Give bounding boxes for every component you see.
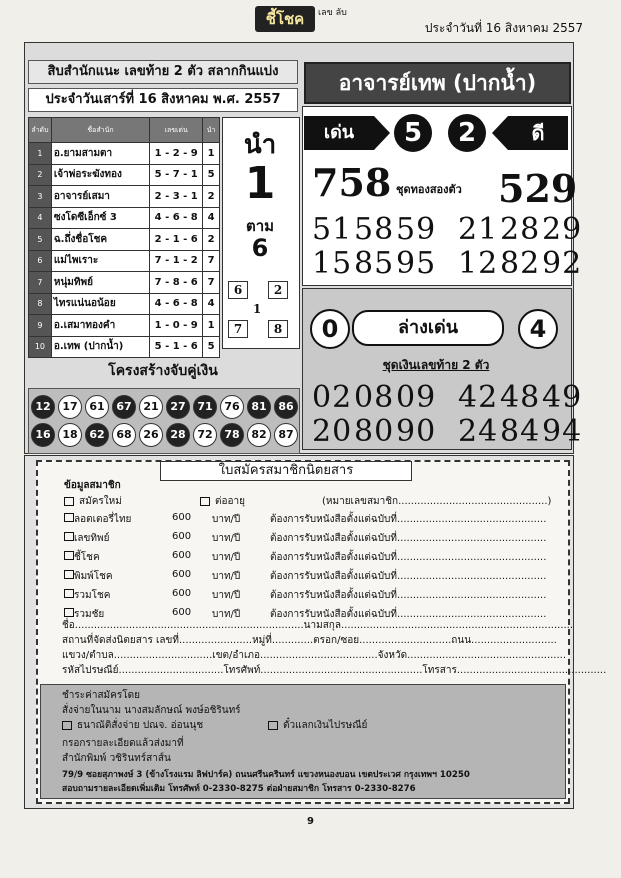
table-row	[29, 315, 220, 337]
subscription-row[interactable]	[64, 531, 564, 545]
pair-ball: 76	[220, 395, 244, 419]
pair-ball: 71	[193, 395, 217, 419]
table-header	[29, 118, 220, 143]
magazine-name: เลขทิพย์	[74, 533, 110, 544]
renew-label: ต่ออายุ	[215, 496, 245, 507]
magazine-name: รวมชัย	[74, 609, 105, 620]
row-number: 7	[29, 272, 52, 294]
school-digits: 5 - 1 - 6	[150, 336, 203, 358]
pair-number: 20	[312, 414, 353, 449]
school-lead: 2	[203, 229, 220, 251]
checkbox-icon[interactable]	[64, 608, 74, 617]
school-name: อ.ยามสามตา	[51, 143, 149, 165]
grid-cell: 7	[228, 320, 248, 338]
row-number: 1	[29, 143, 52, 165]
pair-ball: 18	[58, 423, 82, 447]
school-lead: 1	[203, 143, 220, 165]
row-number: 3	[29, 186, 52, 208]
price: 600	[172, 512, 192, 523]
pair-ball: 16	[31, 423, 55, 447]
row-number: 8	[29, 293, 52, 315]
school-lead: 7	[203, 250, 220, 272]
price: 600	[172, 588, 192, 599]
ten-schools-title: สิบสำนักแนะ เลขท้าย 2 ตัว สลากกินแบ่ง	[28, 60, 298, 84]
table-row	[29, 164, 220, 186]
price-unit: บาท/ปี	[212, 552, 241, 563]
price-unit: บาท/ปี	[212, 571, 241, 582]
school-name: หนุ่มทิพย์	[51, 272, 149, 294]
checkbox-icon[interactable]	[64, 513, 74, 522]
pair-ball: 12	[31, 395, 55, 419]
pair-number: 48	[500, 380, 541, 415]
start-issue-field[interactable]: ต้องการรับหนังสือตั้งแต่ฉบับที่...............................................	[270, 571, 547, 582]
row-number: 10	[29, 336, 52, 358]
pay-option-label: ธนาณัติสั่งจ่าย ปณจ. อ่อนนุช	[77, 720, 204, 731]
school-digits: 5 - 7 - 1	[150, 164, 203, 186]
header-date: ประจำวันที่ 16 สิงหาคม 2557	[424, 21, 583, 35]
magazine-logo: ชี้โชค	[255, 6, 315, 32]
pair-number: 51	[312, 212, 353, 247]
member-info-label: ข้อมูลสมาชิก	[64, 480, 121, 491]
office-address: 79/9 ซอยสุภาพงษ์ 3 (ข้างโรงแรม ลิฟปาร์ค) ถนนศรีนครินทร์ แขวงหนองบอน เขตประเวศ กรุงเทพฯ 10250	[62, 770, 470, 780]
send-line: กรอกรายละเอียดแล้วส่งมาที่	[62, 738, 184, 749]
school-name: ซงโดซีเอ็กซ์ 3	[51, 207, 149, 229]
postal-field[interactable]: รหัสไปรษณีย์.................................โทรศัพท์...................................................โทรสาร...............................................	[62, 665, 607, 676]
pair-number: 42	[458, 380, 499, 415]
checkbox-icon[interactable]	[62, 721, 72, 730]
table-row	[29, 336, 220, 358]
school-lead: 4	[203, 207, 220, 229]
play-right-label: ดี	[508, 116, 568, 150]
pair-ball: 81	[247, 395, 271, 419]
table-row	[29, 250, 220, 272]
table-row	[29, 143, 220, 165]
school-digits: 2 - 1 - 6	[150, 229, 203, 251]
play-row	[304, 112, 568, 154]
office-name: สำนักพิมพ์ วชิรินทร์สาส์น	[62, 753, 171, 764]
page-number: 9	[307, 816, 314, 827]
table-row	[29, 229, 220, 251]
row-number: 6	[29, 250, 52, 272]
start-issue-field[interactable]: ต้องการรับหนังสือตั้งแต่ฉบับที่...............................................	[270, 533, 547, 544]
pay-option-label: ตั๋วแลกเงินไปรษณีย์	[283, 720, 368, 731]
col-digits: เลขเด่น	[150, 118, 203, 143]
price: 600	[172, 531, 192, 542]
school-digits: 4 - 6 - 8	[150, 293, 203, 315]
renew-option[interactable]	[200, 494, 245, 509]
payment-title: ชำระค่าสมัครโดย	[62, 690, 140, 701]
col-no: ลำดับ	[29, 118, 52, 143]
pair-number: 84	[500, 414, 541, 449]
bottom-right-digit: 4	[518, 309, 558, 349]
table-row	[29, 186, 220, 208]
pair-number: 28	[500, 212, 541, 247]
price-unit: บาท/ปี	[212, 590, 241, 601]
three-digit-right: 529	[498, 166, 578, 211]
pair-ball: 82	[247, 423, 271, 447]
school-lead: 4	[203, 293, 220, 315]
school-digits: 4 - 6 - 8	[150, 207, 203, 229]
school-digits: 2 - 3 - 1	[150, 186, 203, 208]
checkbox-icon[interactable]	[64, 570, 74, 579]
col-lead: นำ	[203, 118, 220, 143]
pair-number: 49	[542, 380, 583, 415]
pair-number: 95	[396, 246, 437, 281]
bottom-left-digit: 0	[310, 309, 350, 349]
school-lead: 5	[203, 336, 220, 358]
price-unit: บาท/ปี	[212, 514, 241, 525]
magazine-name: ชี้โชค	[74, 552, 100, 563]
follow-label: ตาม	[245, 217, 275, 235]
draw-date: ประจำวันเสาร์ที่ 16 สิงหาคม พ.ศ. 2557	[28, 88, 298, 112]
start-issue-field[interactable]: ต้องการรับหนังสือตั้งแต่ฉบับที่...............................................	[270, 552, 547, 563]
bottom-set-label: ชุดเงินเลขท้าย 2 ตัว	[382, 358, 490, 372]
play-digit: 2	[448, 114, 486, 152]
price-unit: บาท/ปี	[212, 533, 241, 544]
pair-ball: 61	[85, 395, 109, 419]
table-row	[29, 272, 220, 294]
checkbox-icon[interactable]	[64, 589, 74, 598]
school-digits: 1 - 0 - 9	[150, 315, 203, 337]
contact-line: สอบถามรายละเอียดเพิ่มเติม โทรศัพท์ 0-2330-8275 ต่อฝ่ายสมาชิก โทรสาร 0-2330-8276	[62, 784, 416, 794]
pairs-row	[29, 421, 299, 449]
pair-ball: 62	[85, 423, 109, 447]
school-lead: 7	[203, 272, 220, 294]
pair-number: 09	[396, 380, 437, 415]
school-lead: 2	[203, 186, 220, 208]
lead-label: นำ	[243, 130, 277, 160]
pair-ball: 72	[193, 423, 217, 447]
pair-ball: 26	[139, 423, 163, 447]
pair-number: 24	[458, 414, 499, 449]
grid-cell: 2	[268, 281, 288, 299]
school-name: ฉ.ถึ่งชื่อโชค	[51, 229, 149, 251]
col-name: ชื่อสำนัก	[51, 118, 149, 143]
school-digits: 7 - 8 - 6	[150, 272, 203, 294]
pair-ball: 28	[166, 423, 190, 447]
new-member-option[interactable]	[64, 494, 122, 509]
row-number: 4	[29, 207, 52, 229]
pair-ball: 86	[274, 395, 298, 419]
start-issue-field[interactable]: ต้องการรับหนังสือตั้งแต่ฉบับที่...............................................	[270, 609, 547, 620]
pair-number: 80	[354, 414, 395, 449]
pair-number: 94	[542, 414, 583, 449]
table-row	[29, 293, 220, 315]
checkbox-icon[interactable]	[64, 532, 74, 541]
magazine-name: พิมพ์โชค	[74, 571, 113, 582]
money-pairs	[28, 388, 300, 454]
pair-ball: 87	[274, 423, 298, 447]
new-member-label: สมัครใหม่	[79, 496, 122, 507]
pay-option-moneyorder[interactable]	[62, 718, 203, 733]
price-unit: บาท/ปี	[212, 609, 241, 620]
pair-number: 08	[354, 380, 395, 415]
price: 600	[172, 607, 192, 618]
checkbox-icon[interactable]	[64, 497, 74, 506]
checkbox-icon[interactable]	[64, 551, 74, 560]
pair-number: 59	[396, 212, 437, 247]
pair-number: 82	[500, 246, 541, 281]
pair-number: 92	[542, 246, 583, 281]
pair-ball: 67	[112, 395, 136, 419]
address-field[interactable]: สถานที่จัดส่งนิตยสาร เลขที่.......................หมู่ที่.............ตรอก/ซอย.............................ถนน...........................	[62, 635, 557, 646]
subscription-row[interactable]	[64, 550, 564, 564]
checkbox-icon[interactable]	[268, 721, 278, 730]
follow-digit: 6	[251, 234, 269, 262]
pair-number: 02	[312, 380, 353, 415]
price: 600	[172, 569, 192, 580]
school-name: ไทรแน่นอน้อย	[51, 293, 149, 315]
grid-cell: 6	[228, 281, 248, 299]
payee-line: สั่งจ่ายในนาม นางสมลักษณ์ พงษ์อชิรินทร์	[62, 705, 241, 716]
pair-ball: 21	[139, 395, 163, 419]
subscription-row[interactable]	[64, 569, 564, 583]
schools-table	[28, 117, 220, 358]
subscription-row[interactable]	[64, 512, 564, 526]
gold-set-label: ชุดทองสองตัว	[396, 183, 462, 196]
school-name: อ.เทพ (ปากน้ำ)	[51, 336, 149, 358]
school-name: อ.เสมาทองคำ	[51, 315, 149, 337]
school-lead: 5	[203, 164, 220, 186]
pairs-row	[29, 393, 299, 421]
table-row	[29, 207, 220, 229]
pair-number: 58	[354, 212, 395, 247]
row-number: 9	[29, 315, 52, 337]
form-title: ใบสมัครสมาชิกนิตยสาร	[160, 461, 412, 481]
school-digits: 1 - 2 - 9	[150, 143, 203, 165]
pair-ball: 78	[220, 423, 244, 447]
bottom-label: ล่างเด่น	[352, 310, 504, 346]
grid-cell: 1	[252, 302, 262, 316]
start-issue-field[interactable]: ต้องการรับหนังสือตั้งแต่ฉบับที่...............................................	[270, 514, 547, 525]
school-digits: 7 - 1 - 2	[150, 250, 203, 272]
row-number: 2	[29, 164, 52, 186]
play-digit: 5	[394, 114, 432, 152]
pair-number: 12	[458, 246, 499, 281]
pair-number: 90	[396, 414, 437, 449]
price: 600	[172, 550, 192, 561]
school-name: อาจารย์เสมา	[51, 186, 149, 208]
name-field[interactable]: ชื่อ........................................................................นามสกุล.........................................................................	[62, 620, 574, 631]
pair-number: 15	[312, 246, 353, 281]
pair-ball: 27	[166, 395, 190, 419]
pair-ball: 17	[58, 395, 82, 419]
school-name: แม่ไพเราะ	[51, 250, 149, 272]
checkbox-icon[interactable]	[200, 497, 210, 506]
pair-number: 29	[542, 212, 583, 247]
pair-number: 21	[458, 212, 499, 247]
school-name: เจ้าพ่อระฆังทอง	[51, 164, 149, 186]
member-no-field[interactable]: (หมายเลขสมาชิก...............................................)	[322, 496, 552, 507]
magazine-name: รวมโชค	[74, 590, 111, 601]
structure-title: โครงสร้างจับคู่เงิน	[108, 363, 218, 379]
district-field[interactable]: แขวง/ตำบล...............................เขต/อำเภอ.....................................จังหวัด..................................................	[62, 650, 567, 661]
play-label: เด่น	[304, 116, 374, 150]
three-digit-left: 758	[312, 160, 392, 205]
pair-number: 85	[354, 246, 395, 281]
magazine-name: ลอตเตอรี่ไทย	[74, 514, 132, 525]
pay-option-postal[interactable]	[268, 718, 367, 733]
school-lead: 1	[203, 315, 220, 337]
start-issue-field[interactable]: ต้องการรับหนังสือตั้งแต่ฉบับที่...............................................	[270, 590, 547, 601]
subscription-row[interactable]	[64, 588, 564, 602]
grid-cell: 8	[268, 320, 288, 338]
lead-digit: 1	[244, 158, 276, 209]
pair-ball: 68	[112, 423, 136, 447]
master-title: อาจารย์เทพ (ปากน้ำ)	[304, 62, 571, 104]
logo-sidetext: เลข ลับ	[318, 8, 347, 18]
row-number: 5	[29, 229, 52, 251]
